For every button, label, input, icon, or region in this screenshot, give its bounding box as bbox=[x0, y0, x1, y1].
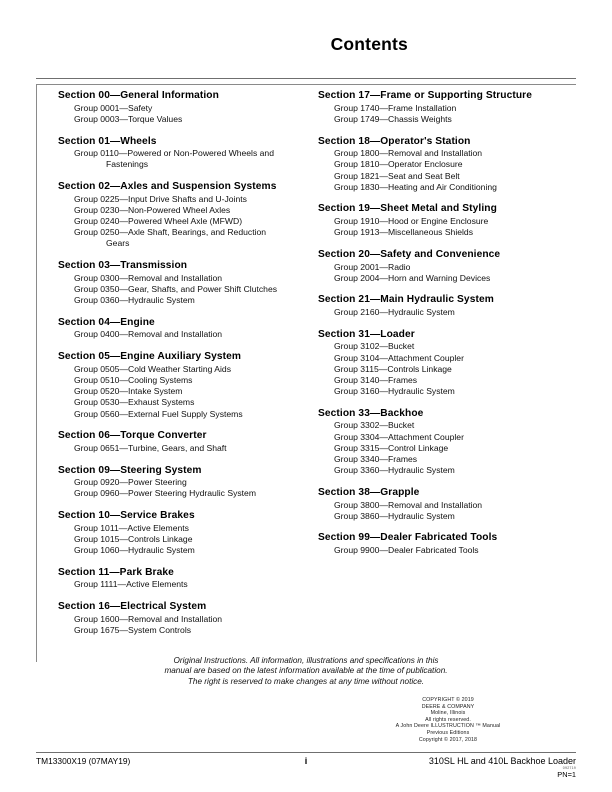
group-item[interactable]: Group 0920—Power Steering bbox=[74, 477, 187, 488]
section-title[interactable]: Section 11—Park Brake bbox=[58, 566, 174, 578]
section-block bbox=[58, 510, 320, 556]
group-list bbox=[58, 477, 320, 499]
group-item[interactable]: Group 0110—Powered or Non-Powered Wheels and bbox=[74, 148, 274, 159]
group-item[interactable]: Group 1913—Miscellaneous Shields bbox=[334, 227, 474, 238]
group-item[interactable]: Fastenings bbox=[106, 159, 149, 170]
group-item[interactable]: Group 3302—Bucket bbox=[334, 420, 415, 431]
group-item[interactable]: Group 0350—Gear, Shafts, and Power Shift Clutches bbox=[74, 283, 278, 294]
section-block bbox=[318, 408, 580, 477]
section-title[interactable]: Section 09—Steering System bbox=[58, 464, 202, 476]
section-block bbox=[318, 487, 580, 522]
copyright-line-2: DEERE & COMPANY bbox=[421, 703, 475, 710]
legal-notice bbox=[36, 656, 576, 687]
group-item[interactable]: Group 9900—Dealer Fabricated Tools bbox=[334, 545, 479, 556]
section-title[interactable]: Section 03—Transmission bbox=[58, 260, 188, 272]
group-item[interactable]: Group 1675—System Controls bbox=[74, 624, 192, 635]
section-title[interactable]: Section 21—Main Hydraulic System bbox=[318, 294, 494, 306]
section-title[interactable]: Section 38—Grapple bbox=[318, 486, 420, 498]
group-item[interactable]: Group 3304—Attachment Coupler bbox=[334, 431, 464, 442]
group-item[interactable]: Group 0560—External Fuel Supply Systems bbox=[74, 408, 243, 419]
section-block bbox=[58, 181, 320, 250]
group-item[interactable]: Group 1011—Active Elements bbox=[74, 522, 189, 533]
group-list bbox=[58, 614, 320, 636]
group-item[interactable]: Group 1600—Removal and Installation bbox=[74, 613, 223, 624]
group-item[interactable]: Group 1060—Hydraulic System bbox=[74, 545, 195, 556]
group-item[interactable]: Group 3160—Hydraulic System bbox=[334, 386, 455, 397]
section-title[interactable]: Section 06—Torque Converter bbox=[58, 430, 207, 442]
section-title[interactable]: Section 04—Engine bbox=[58, 316, 155, 328]
group-list bbox=[58, 523, 320, 557]
group-item[interactable]: Group 0240—Powered Wheel Axle (MFWD) bbox=[74, 216, 243, 226]
section-block bbox=[58, 351, 320, 420]
section-block bbox=[58, 567, 320, 591]
section-title[interactable]: Section 31—Loader bbox=[318, 328, 415, 340]
group-item[interactable]: Group 0960—Power Steering Hydraulic System bbox=[74, 488, 256, 499]
footer-page-number: i bbox=[304, 756, 308, 766]
group-list bbox=[58, 364, 320, 420]
section-title[interactable]: Section 19—Sheet Metal and Styling bbox=[318, 203, 497, 215]
group-list bbox=[318, 262, 580, 284]
group-item[interactable]: Group 3115—Controls Linkage bbox=[334, 363, 452, 374]
group-item[interactable]: Group 3104—Attachment Coupler bbox=[334, 352, 464, 363]
section-block bbox=[58, 90, 320, 125]
group-item[interactable]: Group 0400—Removal and Installation bbox=[74, 329, 223, 340]
group-item[interactable]: Group 3315—Control Linkage bbox=[334, 442, 449, 453]
group-list bbox=[318, 420, 580, 476]
contents-column-left bbox=[58, 90, 320, 647]
group-item[interactable]: Group 1749—Chassis Weights bbox=[334, 113, 452, 124]
section-block bbox=[58, 317, 320, 341]
group-list bbox=[318, 341, 580, 397]
section-block bbox=[318, 329, 580, 398]
section-title[interactable]: Section 17—Frame or Supporting Structure bbox=[318, 90, 533, 101]
group-item[interactable]: Group 1800—Removal and Installation bbox=[334, 148, 483, 159]
section-block bbox=[58, 465, 320, 500]
section-title[interactable]: Section 02—Axles and Suspension Systems bbox=[58, 181, 277, 192]
section-block bbox=[318, 203, 580, 238]
group-list bbox=[318, 103, 580, 125]
group-list bbox=[58, 273, 320, 307]
section-block bbox=[318, 136, 580, 193]
group-list bbox=[318, 545, 580, 556]
group-item[interactable]: Group 1015—Controls Linkage bbox=[74, 533, 193, 544]
contents-columns bbox=[36, 90, 578, 650]
group-item[interactable]: Group 3340—Frames bbox=[334, 454, 418, 465]
copyright-line-5: A John Deere ILLUSTRUCTION ™ Manual bbox=[395, 723, 501, 730]
section-title[interactable]: Section 18—Operator's Station bbox=[318, 135, 471, 147]
group-item[interactable]: Group 0520—Intake System bbox=[74, 386, 183, 397]
group-item[interactable]: Group 1111—Active Elements bbox=[74, 579, 188, 590]
group-list bbox=[318, 148, 580, 193]
group-item[interactable]: Group 1830—Heating and Air Conditioning bbox=[334, 181, 497, 192]
group-item[interactable]: Group 0651—Turbine, Gears, and Shaft bbox=[74, 442, 227, 453]
group-list bbox=[58, 329, 320, 340]
section-title[interactable]: Section 16—Electrical System bbox=[58, 601, 207, 613]
group-item[interactable]: Group 2001—Radio bbox=[334, 261, 411, 272]
group-list bbox=[58, 443, 320, 454]
group-list bbox=[58, 103, 320, 125]
group-item[interactable]: Group 0001—Safety bbox=[74, 102, 153, 113]
section-title[interactable]: Section 33—Backhoe bbox=[318, 407, 424, 419]
copyright-line-3: Moline, Illinois bbox=[430, 710, 466, 717]
group-item[interactable]: Group 0505—Cold Weather Starting Aids bbox=[74, 363, 232, 374]
section-title[interactable]: Section 05—Engine Auxiliary System bbox=[58, 351, 242, 363]
section-title[interactable]: Section 00—General Information bbox=[58, 90, 219, 101]
group-item[interactable]: Group 0360—Hydraulic System bbox=[74, 295, 195, 306]
copyright-line-7: Copyright © 2017, 2018 bbox=[418, 736, 478, 743]
group-list bbox=[58, 194, 320, 250]
group-item[interactable]: Group 2160—Hydraulic System bbox=[334, 307, 455, 317]
section-title[interactable]: Section 99—Dealer Fabricated Tools bbox=[318, 532, 498, 544]
group-item[interactable]: Group 3102—Bucket bbox=[334, 341, 415, 352]
group-item[interactable]: Group 0230—Non-Powered Wheel Axles bbox=[74, 204, 231, 215]
group-item[interactable]: Group 0510—Cooling Systems bbox=[74, 374, 193, 385]
copyright-block bbox=[320, 697, 576, 743]
legal-line-3: The right is reserved to make changes at any time without notice. bbox=[187, 676, 425, 686]
group-item[interactable]: Group 0003—Torque Values bbox=[74, 113, 183, 124]
page-title: Contents bbox=[330, 34, 408, 54]
group-item[interactable]: Group 0530—Exhaust Systems bbox=[74, 397, 195, 408]
group-list bbox=[318, 307, 580, 318]
header-divider bbox=[36, 78, 576, 79]
copyright-line-4: All rights reserved. bbox=[425, 716, 471, 723]
group-item[interactable]: Group 3360—Hydraulic System bbox=[334, 465, 455, 476]
group-item[interactable]: Group 3140—Frames bbox=[334, 374, 418, 385]
group-list bbox=[318, 500, 580, 522]
section-block bbox=[318, 249, 580, 284]
footer-divider bbox=[36, 752, 576, 753]
group-item[interactable]: Group 2004—Horn and Warning Devices bbox=[334, 272, 491, 283]
section-block bbox=[58, 601, 320, 636]
group-item[interactable]: Group 3800—Removal and Installation bbox=[334, 499, 483, 510]
group-item[interactable]: Group 0225—Input Drive Shafts and U-Joints bbox=[74, 193, 247, 204]
footer-doc-code: 092719 bbox=[562, 766, 576, 770]
legal-line-1: Original Instructions. All information, illustrations and specifications in this bbox=[173, 656, 439, 665]
group-item[interactable]: Group 1821—Seat and Seat Belt bbox=[334, 170, 460, 181]
group-item[interactable]: Group 1910—Hood or Engine Enclosure bbox=[334, 216, 489, 226]
section-block bbox=[318, 532, 580, 556]
section-title[interactable]: Section 10—Service Brakes bbox=[58, 510, 195, 522]
group-item[interactable]: Group 1740—Frame Installation bbox=[334, 102, 457, 113]
footer-pn: PN=1 bbox=[557, 770, 576, 779]
group-list bbox=[58, 579, 320, 590]
section-block bbox=[58, 430, 320, 454]
group-item[interactable]: Gears bbox=[106, 238, 130, 249]
footer-manual-number: TM13300X19 (07MAY19) bbox=[36, 756, 131, 766]
contents-column-right bbox=[318, 90, 580, 567]
section-block bbox=[318, 294, 580, 318]
copyright-line-6: Previous Editions bbox=[426, 729, 470, 736]
group-item[interactable]: Group 0250—Axle Shaft, Bearings, and Reduction bbox=[74, 227, 267, 238]
section-block bbox=[318, 90, 580, 125]
group-item[interactable]: Group 0300—Removal and Installation bbox=[74, 272, 223, 283]
section-block bbox=[58, 136, 320, 171]
section-title[interactable]: Section 01—Wheels bbox=[58, 135, 157, 147]
group-list bbox=[58, 148, 320, 170]
footer-machine-title: 310SL HL and 410L Backhoe Loader bbox=[428, 756, 576, 766]
page-header bbox=[36, 34, 576, 74]
copyright-line-1: COPYRIGHT © 2019 bbox=[422, 697, 474, 703]
group-item[interactable]: Group 3860—Hydraulic System bbox=[334, 510, 455, 521]
group-list bbox=[318, 216, 580, 238]
page-footer bbox=[36, 756, 576, 786]
section-block bbox=[58, 260, 320, 306]
section-title[interactable]: Section 20—Safety and Convenience bbox=[318, 248, 501, 260]
group-item[interactable]: Group 1810—Operator Enclosure bbox=[334, 159, 463, 170]
legal-line-2: manual are based on the latest information available at the time of publication. bbox=[164, 666, 448, 676]
